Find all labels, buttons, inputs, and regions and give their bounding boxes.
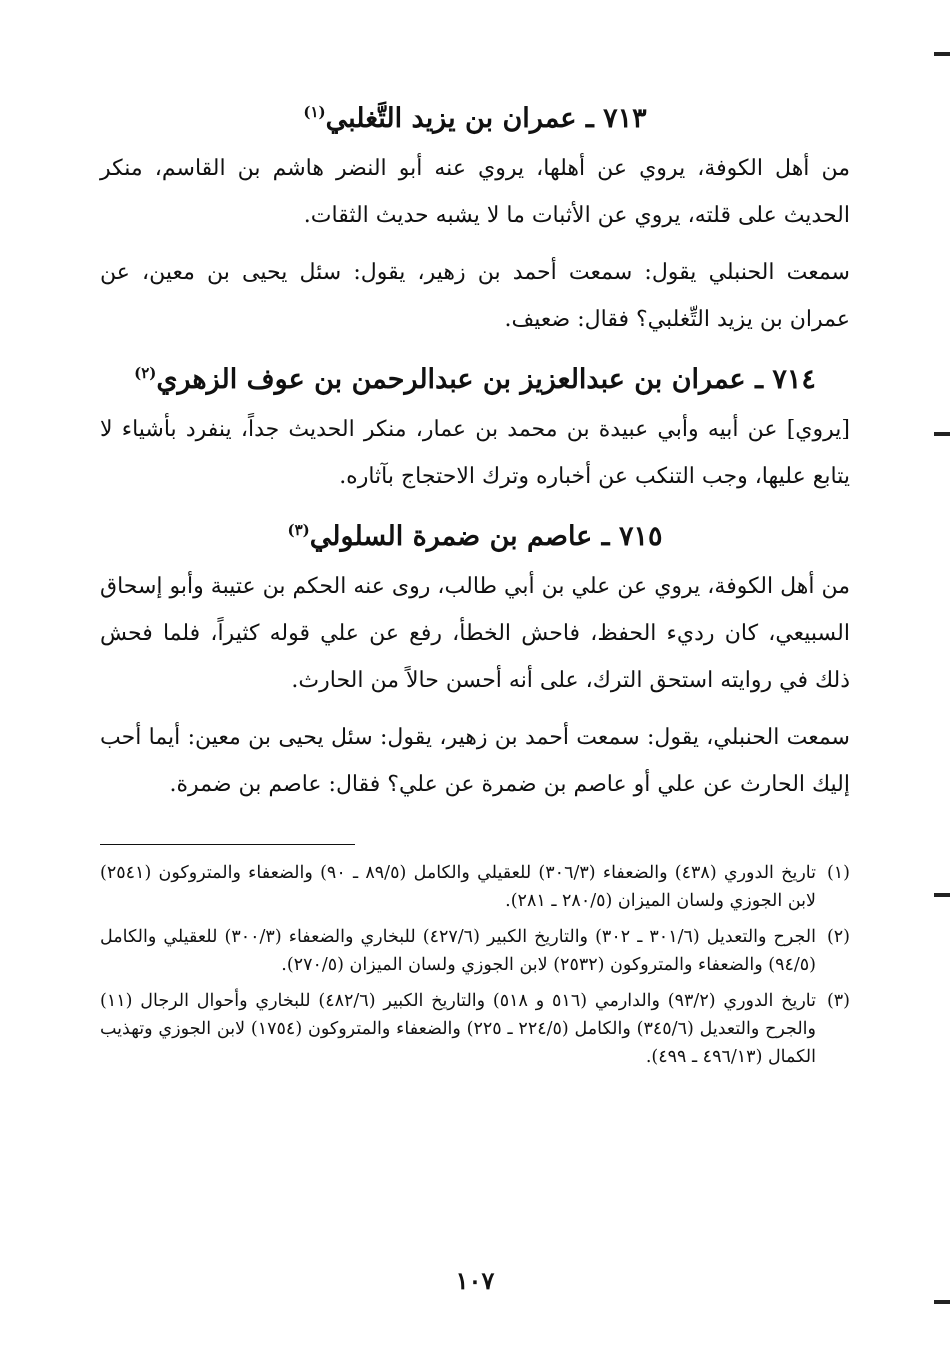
footnote-text: الجرح والتعديل (٣٠١/٦ ـ ٣٠٢) والتاريخ الكبير (٤٢٧/٦) للبخاري والضعفاء (٣٠٠/٣) للعقيلي والكامل (٩٤/٥) والضعفاء والمتروكون (٢٥٣٢) لابن الجوزي ولسان الميزان (٢٧٠/٥). xyxy=(100,927,817,975)
footnote-1 xyxy=(100,859,850,915)
footnote-ref: (١) xyxy=(303,103,326,121)
footnote-number: (٣) xyxy=(826,991,850,1011)
entry-title-text: ٧١٥ ـ عاصم بن ضمرة السلولي xyxy=(309,521,663,552)
page-number: ١٠٧ xyxy=(455,1266,495,1295)
entry-714-title xyxy=(100,353,850,400)
scan-edge-mark xyxy=(934,1300,950,1304)
entry-713-paragraph-1: من أهل الكوفة، يروي عن أهلها، يروي عنه أبو النضر هاشم بن القاسم، منكر الحديث على قلته، يروي عن الأثبات ما لا يشبه حديث الثقات. xyxy=(100,156,850,228)
entry-713-paragraph-2: سمعت الحنبلي يقول: سمعت أحمد بن زهير، يقول: سئل يحيى بن معين، عن عمران بن يزيد التِّغلبي؟ فقال: ضعيف. xyxy=(100,260,850,332)
scan-edge-mark xyxy=(934,893,950,897)
footnote-2 xyxy=(100,923,850,979)
footnote-3 xyxy=(100,987,850,1071)
scan-edge-mark xyxy=(934,52,950,56)
footnote-ref: (٣) xyxy=(287,521,310,539)
entry-715-title xyxy=(100,510,850,557)
footnote-text: تاريخ الدوري (٤٣٨) والضعفاء (٣٠٦/٣) للعقيلي والكامل (٨٩/٥ ـ ٩٠) والضعفاء والمتروكون (٢٥٤١) لابن الجوزي ولسان الميزان (٢٨٠/٥ ـ ٢٨١). xyxy=(100,863,816,911)
footnote-text: تاريخ الدوري (٩٣/٢) والدارمي (٥١٦ و ٥١٨) والتاريخ الكبير (٤٨٢/٦) للبخاري وأحوال الرجال (١١) والجرح والتعديل (٣٤٥/٦) والكامل (٢٢٤/٥ ـ ٢٢٥) والضعفاء والمتروكون (١٧٥٤) لابن الجوزي وتهذيب الكمال (٤٩٦/١٣ ـ ٤٩٩). xyxy=(100,991,816,1067)
scan-edge-mark xyxy=(934,432,950,436)
entry-715-paragraph-2: سمعت الحنبلي، يقول: سمعت أحمد بن زهير، يقول: سئل يحيى بن معين: أيما أحب إليك الحارث عن علي أو عاصم بن ضمرة عن علي؟ فقال: عاصم بن ضمرة. xyxy=(100,725,850,797)
entry-715-paragraph-1: من أهل الكوفة، يروي عن علي بن أبي طالب، روى عنه الحكم بن عتيبة وأبو إسحاق السبيعي، كان رديء الحفظ، فاحش الخطأ، رفع عن علي قوله كثيراً، فلما فحش ذلك في روايته استحق الترك، على أنه أحسن حالاً من الحارث. xyxy=(100,574,850,693)
footnote-separator xyxy=(100,844,355,845)
entry-title-text: ٧١٣ ـ عمران بن يزيد التَّغلبي xyxy=(325,103,647,134)
footnote-ref: (٢) xyxy=(134,364,157,382)
footnote-number: (١) xyxy=(826,863,850,883)
entry-713-title xyxy=(100,92,850,139)
footnote-number: (٢) xyxy=(826,927,850,947)
entry-714-paragraph-1: [يروي] عن أبيه وأبي عبيدة بن محمد بن عمار، منكر الحديث جداً، ينفرد بأشياء لا يتابع عليها، وجب التنكب عن أخباره وترك الاحتجاج بآثاره. xyxy=(100,417,850,489)
book-page xyxy=(100,92,850,1079)
entry-title-text: ٧١٤ ـ عمران بن عبدالعزيز بن عبدالرحمن بن عوف الزهري xyxy=(156,364,816,395)
